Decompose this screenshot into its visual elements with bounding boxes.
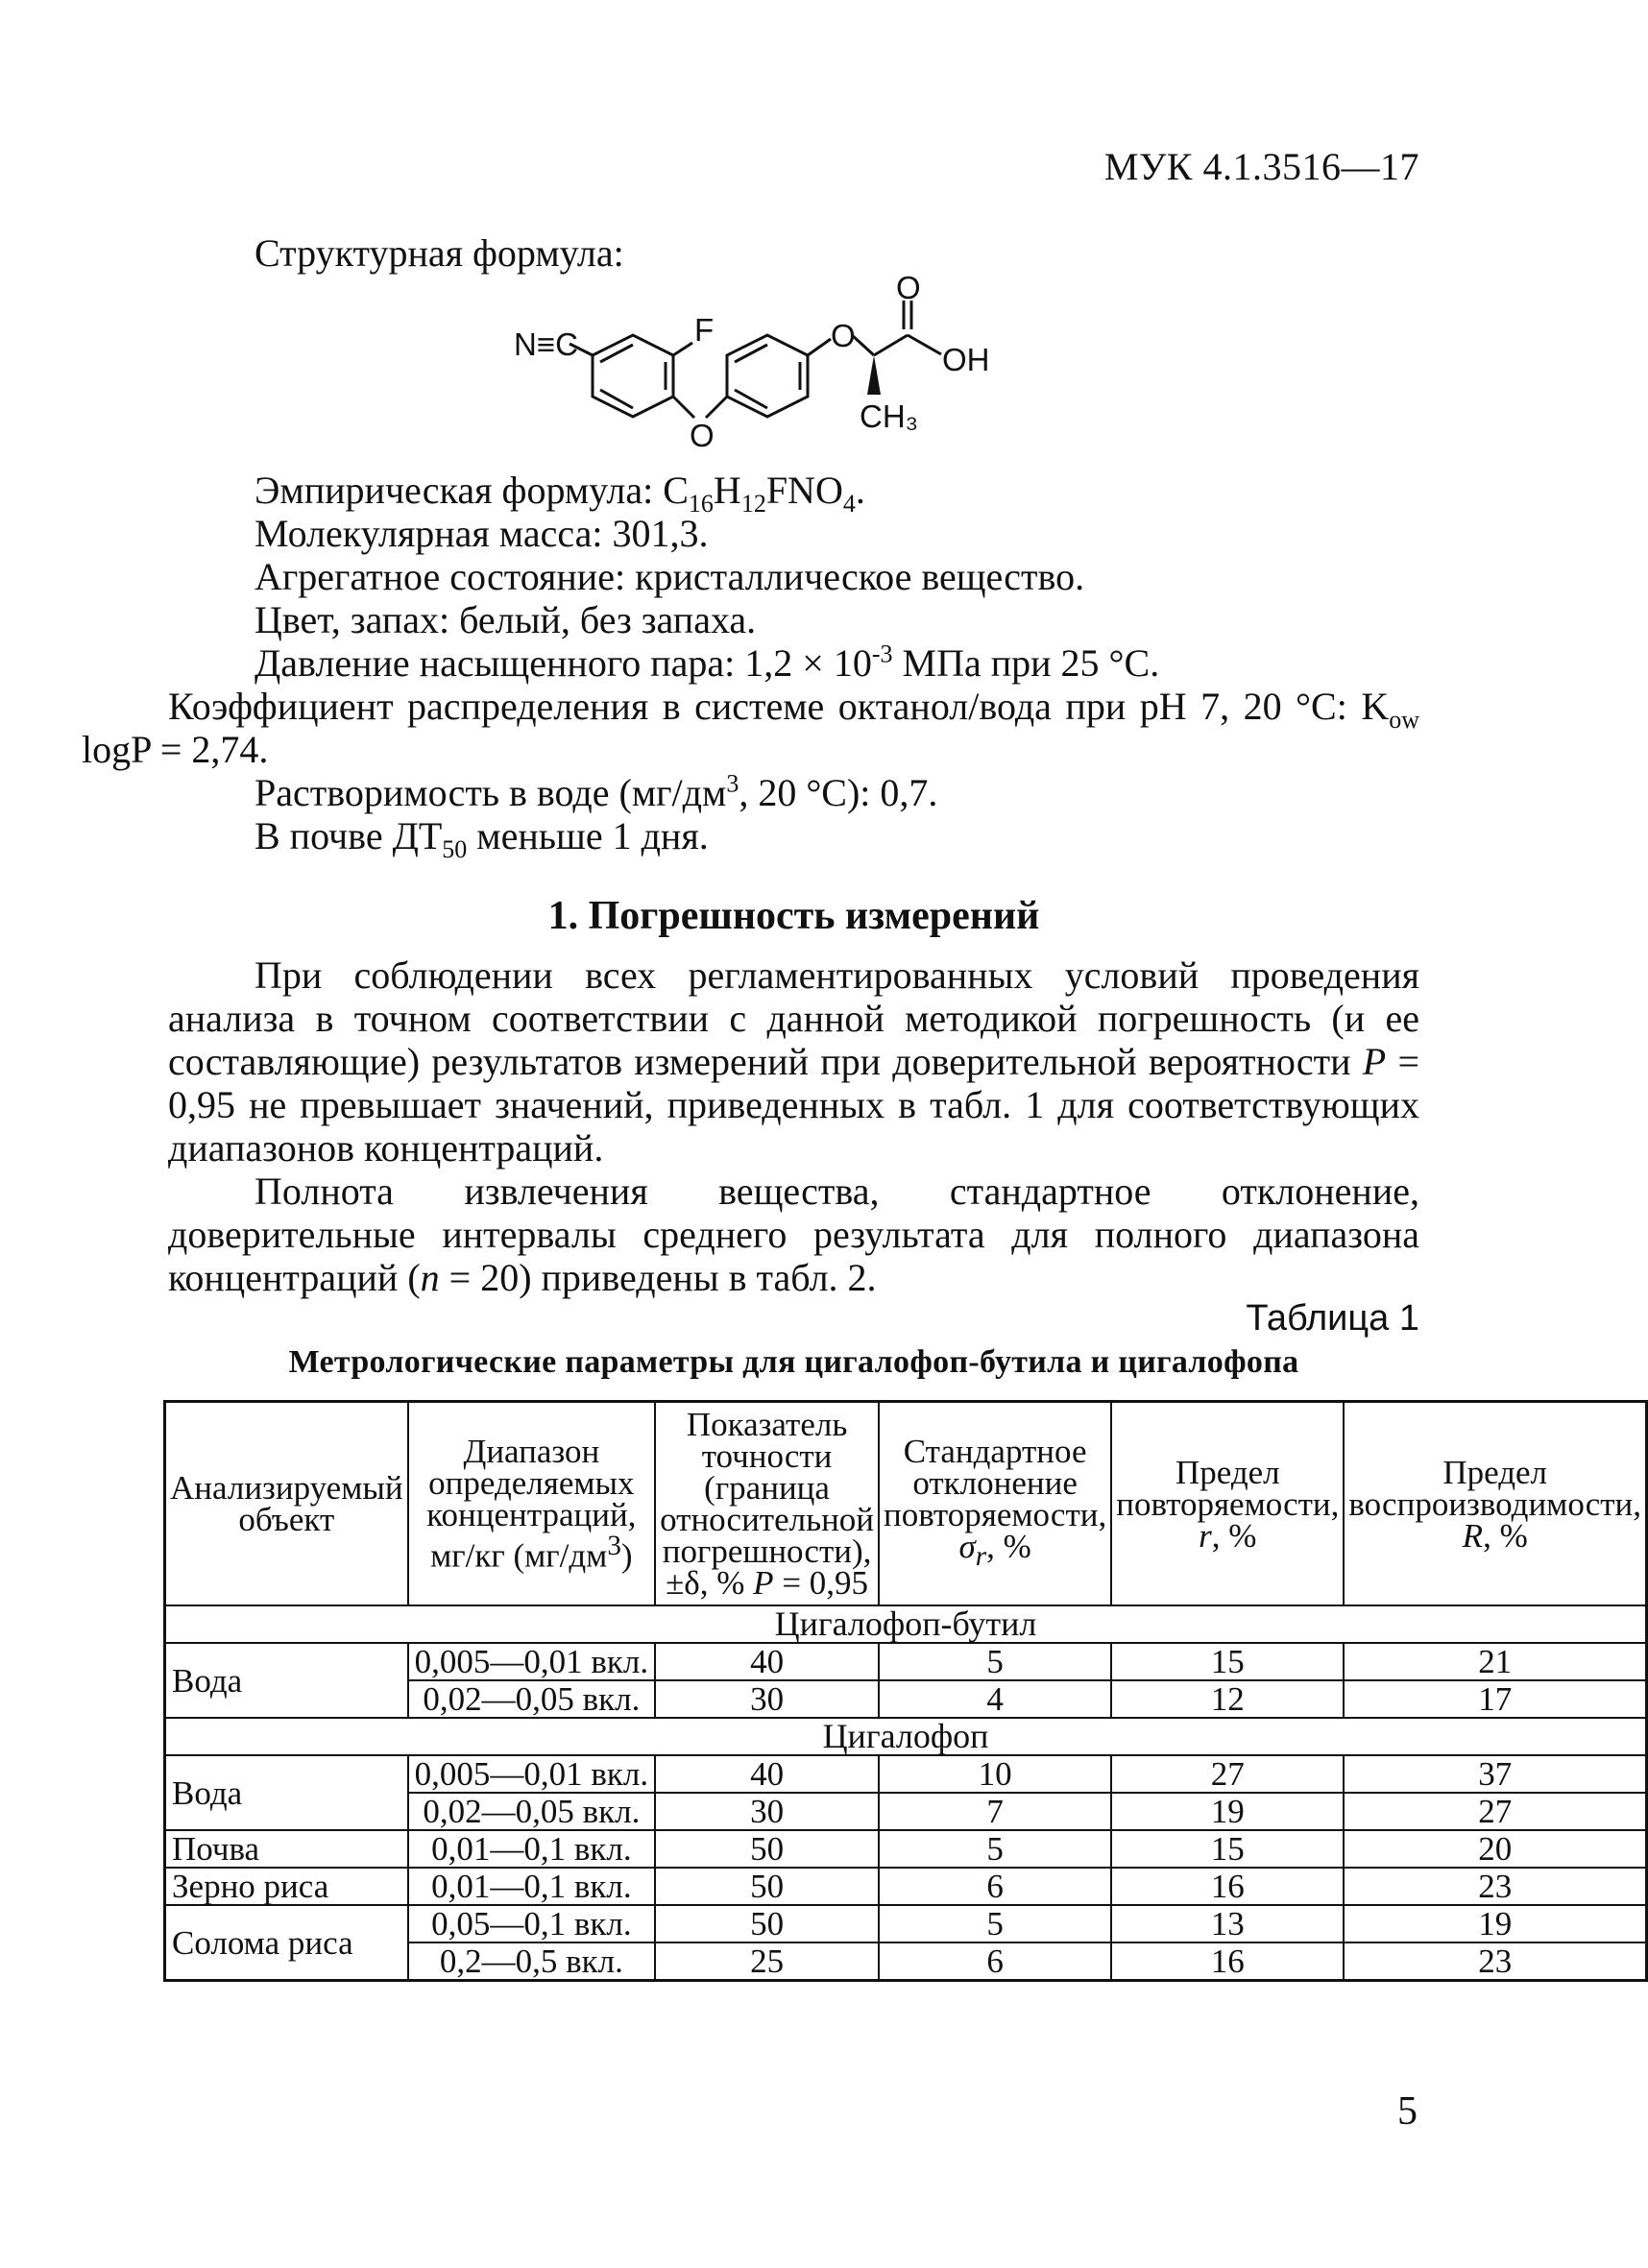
cell-std: 6 xyxy=(879,1942,1111,1981)
table-row xyxy=(165,1868,1647,1905)
cell-repeatability: 13 xyxy=(1111,1905,1344,1942)
cell-std: 5 xyxy=(879,1643,1111,1680)
cell-range: 0,05—0,1 вкл. xyxy=(408,1905,656,1942)
group-cyhalofop: Цигалофоп xyxy=(165,1718,1647,1755)
color-odor: Цвет, запах: белый, без запаха. xyxy=(254,598,757,641)
table-row xyxy=(165,1755,1647,1793)
cell-accuracy: 30 xyxy=(655,1793,879,1830)
cell-reproducibility: 19 xyxy=(1344,1905,1646,1942)
vapor-pressure: Давление насыщенного пара: $1,2 \times 10^{-3}$ МПа при 25 °C. xyxy=(254,639,1160,685)
cell-std: 6 xyxy=(879,1868,1111,1905)
document-code: МУК 4.1.3516—17 xyxy=(1103,145,1419,188)
table-header-row xyxy=(165,1402,1647,1606)
cell-accuracy: 50 xyxy=(655,1830,879,1868)
ether-oxygen-label: O xyxy=(690,418,715,453)
molecular-mass: Молекулярная масса: 301,3. xyxy=(254,512,709,555)
empirical-formula: Эмпирическая формула: $C_{16}H_{12}FNO_4$. xyxy=(254,469,865,518)
header-std-deviation: Стандартное отклонение повторяемости, $\sigma_r$, % xyxy=(879,1402,1111,1606)
table-group-row xyxy=(165,1718,1647,1755)
cell-repeatability: 19 xyxy=(1111,1793,1344,1830)
cell-object: Зерно риса xyxy=(165,1868,408,1905)
header-range: Диапазон определяемых концентраций, мг/кг $(мг/дм^3)$ xyxy=(408,1402,656,1606)
cell-accuracy: 50 xyxy=(655,1905,879,1942)
substance-properties xyxy=(82,469,1419,863)
header-accuracy: Показатель точности (границa относительной погрешности), ±δ, % P = 0,95 xyxy=(655,1402,879,1606)
structure-caption: Структурная формула: xyxy=(254,231,624,275)
cell-range: 0,01—0,1 вкл. xyxy=(408,1830,656,1868)
soil-half-life: В почве $ДТ_{50}$ меньше 1 дня. xyxy=(254,814,709,863)
table-title: Метрологические параметры для цигалофоп-бутила и цигалофопа xyxy=(288,1344,1299,1380)
partition-coefficient: Коэффициент распределения в системе октанол/вода при pH 7, 20 °C: $K_{ow}$ logP = 2,74. xyxy=(82,685,1419,771)
cell-object: Вода xyxy=(165,1755,408,1830)
table-group-row xyxy=(165,1605,1647,1643)
structural-formula-diagram xyxy=(485,270,1119,456)
header-repeatability: Предел повторяемости, r, % xyxy=(1111,1402,1344,1606)
cell-range: 0,02—0,05 вкл. xyxy=(408,1680,656,1718)
cell-repeatability: 12 xyxy=(1111,1680,1344,1718)
cell-std: 4 xyxy=(879,1680,1111,1718)
cell-reproducibility: 27 xyxy=(1344,1793,1646,1830)
nitrile-group-label: N≡C xyxy=(514,326,578,362)
header-object: Анализируемый объект xyxy=(165,1402,408,1606)
paragraph-accuracy: При соблюдении всех регламентированных условий проведения анализа в точном соответствии с данной методикой погрешность (и ее составляющие) результатов измерений при доверительной вероятности P = 0,95 не превышает значений, приведенных в табл. 1 для соответствующих диапазонов концентраций. xyxy=(168,953,1419,1170)
cell-repeatability: 16 xyxy=(1111,1942,1344,1981)
table-row xyxy=(165,1830,1647,1868)
cell-repeatability: 16 xyxy=(1111,1868,1344,1905)
metrology-table xyxy=(163,1400,1648,1982)
cell-range: 0,2—0,5 вкл. xyxy=(408,1942,656,1981)
carbonyl-oxygen-label: O xyxy=(896,270,921,305)
cell-std: 5 xyxy=(879,1830,1111,1868)
cell-accuracy: 40 xyxy=(655,1755,879,1793)
cell-range: 0,01—0,1 вкл. xyxy=(408,1868,656,1905)
cell-range: 0,005—0,01 вкл. xyxy=(408,1643,656,1680)
cell-accuracy: 40 xyxy=(655,1643,879,1680)
cell-std: 10 xyxy=(879,1755,1111,1793)
header-reproducibility: Предел воспроизводимости, R, % xyxy=(1344,1402,1646,1606)
cell-repeatability: 27 xyxy=(1111,1755,1344,1793)
cell-accuracy: 50 xyxy=(655,1868,879,1905)
cell-reproducibility: 23 xyxy=(1344,1942,1646,1981)
cell-reproducibility: 37 xyxy=(1344,1755,1646,1793)
fluorine-label: F xyxy=(694,312,715,348)
hydroxyl-label: OH xyxy=(942,342,990,377)
cell-reproducibility: 21 xyxy=(1344,1643,1646,1680)
cell-reproducibility: 17 xyxy=(1344,1680,1646,1718)
section-title: 1. Погрешность измерений xyxy=(547,894,1040,938)
paragraph-recovery: Полнота извлечения вещества, стандартное отклонение, доверительные интервалы среднего результата для полного диапазона концентраций (n = 20) приведены в табл. 2. xyxy=(168,1170,1419,1299)
cell-reproducibility: 23 xyxy=(1344,1868,1646,1905)
methyl-label: CH₃ xyxy=(860,398,919,434)
page-number: 5 xyxy=(1397,2089,1418,2134)
table-label: Таблица 1 xyxy=(1246,1298,1419,1339)
table-row xyxy=(165,1643,1647,1680)
aggregate-state: Агрегатное состояние: кристаллическое вещество. xyxy=(254,555,1085,598)
cell-range: 0,02—0,05 вкл. xyxy=(408,1793,656,1830)
water-solubility: Растворимость в воде ($мг/дм^3$, 20 °C): 0,7. xyxy=(254,769,938,814)
cell-accuracy: 30 xyxy=(655,1680,879,1718)
cell-accuracy: 25 xyxy=(655,1942,879,1981)
table-row xyxy=(165,1905,1647,1942)
section-body xyxy=(168,953,1419,1299)
cell-repeatability: 15 xyxy=(1111,1643,1344,1680)
group-cyhalofop-butyl: Цигалофоп-бутил xyxy=(165,1605,1647,1643)
cell-object: Вода xyxy=(165,1643,408,1718)
ether-oxygen-label-2: O xyxy=(831,318,856,353)
cell-object: Солома риса xyxy=(165,1905,408,1981)
cell-reproducibility: 20 xyxy=(1344,1830,1646,1868)
cell-std: 5 xyxy=(879,1905,1111,1942)
cell-repeatability: 15 xyxy=(1111,1830,1344,1868)
cell-std: 7 xyxy=(879,1793,1111,1830)
cell-range: 0,005—0,01 вкл. xyxy=(408,1755,656,1793)
cell-object: Почва xyxy=(165,1830,408,1868)
